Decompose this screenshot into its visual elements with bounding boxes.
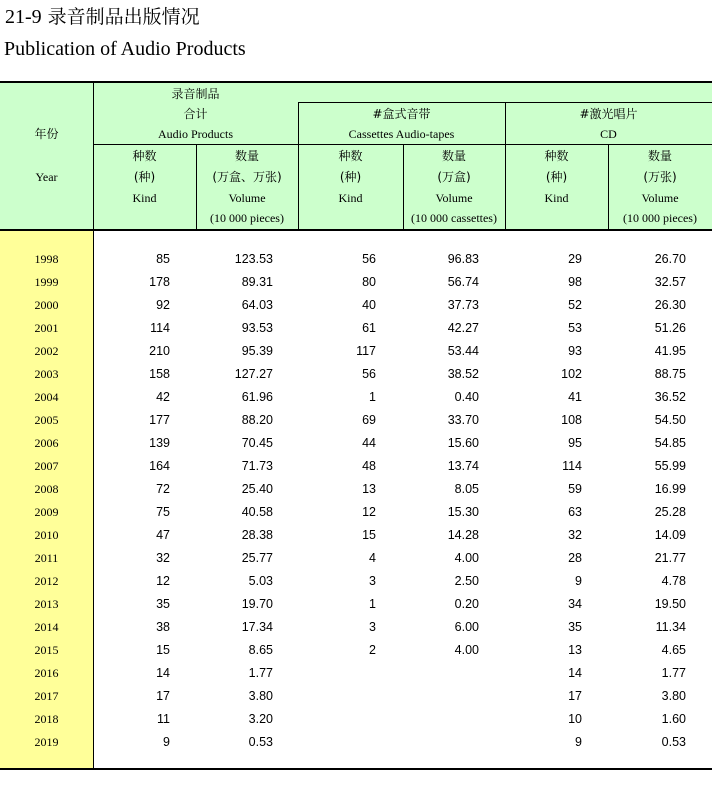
cell-cassette-kind: 80 (362, 275, 376, 289)
cell-cd-volume: 21.77 (654, 551, 686, 565)
cell-cd-volume: 3.80 (661, 689, 686, 703)
cell-cd-volume: 4.78 (661, 574, 686, 588)
cell-kind: 35 (156, 597, 170, 611)
cell-volume: 89.31 (241, 275, 273, 289)
cell-cd-volume: 26.30 (654, 298, 686, 312)
header-kind-en: Kind (338, 191, 363, 205)
cell-cd-kind: 9 (575, 735, 582, 749)
cell-kind: 75 (156, 505, 170, 519)
cell-volume: 17.34 (241, 620, 273, 634)
cell-kind: 210 (149, 344, 170, 358)
cell-kind: 114 (150, 321, 170, 335)
cell-year: 2013 (34, 597, 59, 611)
cell-cd-volume: 14.09 (654, 528, 686, 542)
cell-cassette-kind: 3 (369, 574, 376, 588)
table-row (0, 616, 712, 639)
table-row (0, 317, 712, 340)
cell-cassette-kind: 1 (369, 390, 376, 404)
cell-cd-kind: 29 (568, 252, 582, 266)
cell-kind: 85 (156, 252, 170, 266)
cell-volume: 123.53 (234, 252, 273, 266)
cell-cassette-volume: 2.50 (454, 574, 479, 588)
cell-cassette-kind (298, 731, 376, 754)
cell-cd-kind: 95 (568, 436, 582, 450)
table-row (0, 570, 712, 593)
cell-cassette-volume: 14.28 (447, 528, 479, 542)
cell-kind: 12 (156, 574, 170, 588)
cell-kind: 9 (163, 735, 170, 749)
cell-cassette-volume: 4.00 (454, 643, 479, 657)
cell-cd-kind: 28 (568, 551, 582, 565)
cell-cd-volume: 54.85 (654, 436, 686, 450)
page-title-cn (5, 3, 200, 31)
cell-year: 2015 (34, 643, 59, 657)
cell-kind: 158 (149, 367, 170, 381)
cell-year: 2012 (34, 574, 59, 588)
cell-cassette-volume: 37.73 (447, 298, 479, 312)
cell-volume: 127.27 (234, 367, 273, 381)
table-bottom-rule (0, 768, 712, 770)
cell-cd-kind: 102 (561, 367, 582, 381)
cell-volume: 3.80 (248, 689, 273, 703)
cell-cassette-kind (298, 662, 376, 685)
header-group-cn: 录音制品 (171, 87, 220, 101)
cell-year: 2010 (34, 528, 59, 542)
header-year-en: Year (35, 170, 58, 184)
table-row (0, 248, 712, 271)
cell-kind: 92 (156, 298, 170, 312)
cell-cd-volume: 1.60 (661, 712, 686, 726)
cell-volume: 3.20 (248, 712, 273, 726)
cell-cd-kind: 10 (568, 712, 582, 726)
header-volume-cn: 数量 (647, 149, 672, 163)
cell-cassette-volume: 8.05 (454, 482, 479, 496)
cell-cassette-kind: 48 (362, 459, 376, 473)
header-volume-en: Volume (641, 191, 679, 205)
cell-cassette-kind: 12 (362, 505, 376, 519)
cell-volume: 64.03 (241, 298, 273, 312)
table-row (0, 639, 712, 662)
cell-kind: 177 (149, 413, 170, 427)
header-volume-cn: 数量 (234, 149, 259, 163)
header-cd-en: CD (600, 127, 617, 141)
cell-cassette-kind: 13 (362, 482, 376, 496)
cell-volume: 93.53 (241, 321, 273, 335)
cell-kind: 15 (156, 643, 170, 657)
cell-cassette-volume: 0.40 (454, 390, 479, 404)
table-top-rule (0, 81, 712, 83)
header-volume-unit: (万盒) (437, 170, 471, 184)
cell-year: 2005 (34, 413, 59, 427)
header-year-cn: 年份 (34, 127, 59, 141)
header-volume-cn: 数量 (441, 149, 466, 163)
title-cn-text: 录音制品出版情况 (47, 6, 200, 28)
cell-kind: 38 (156, 620, 170, 634)
table-row (0, 524, 712, 547)
cell-cassette-kind: 1 (369, 597, 376, 611)
cell-year: 2003 (34, 367, 59, 381)
cell-cd-kind: 114 (562, 459, 582, 473)
cell-kind: 17 (156, 689, 170, 703)
cell-cd-volume: 4.65 (661, 643, 686, 657)
table-row (0, 478, 712, 501)
header-total-cn: 合计 (183, 107, 208, 121)
cell-year: 2017 (34, 689, 59, 703)
page-title-en: Publication of Audio Products (4, 38, 246, 60)
cell-volume: 1.77 (248, 666, 273, 680)
cell-cd-kind: 34 (568, 597, 582, 611)
cell-cassette-volume: 38.52 (447, 367, 479, 381)
cell-cd-kind: 59 (568, 482, 582, 496)
cell-year: 2004 (34, 390, 59, 404)
cell-cd-kind: 17 (568, 689, 582, 703)
cell-volume: 0.53 (248, 735, 273, 749)
table-row (0, 294, 712, 317)
cell-cd-kind: 53 (568, 321, 582, 335)
table-body (0, 248, 712, 754)
table-row (0, 271, 712, 294)
cell-year: 2007 (34, 459, 59, 473)
cell-cd-volume: 32.57 (654, 275, 686, 289)
cell-volume: 28.38 (241, 528, 273, 542)
table-row (0, 731, 712, 754)
cell-cassette-volume: 42.27 (447, 321, 479, 335)
cell-cd-volume: 19.50 (654, 597, 686, 611)
cell-cassette-volume: 6.00 (454, 620, 479, 634)
cell-cd-volume: 36.52 (654, 390, 686, 404)
cell-cassette-volume (403, 708, 479, 731)
cell-cassette-kind: 44 (362, 436, 376, 450)
cell-year: 2006 (34, 436, 59, 450)
cell-year: 2011 (34, 551, 59, 565)
cell-year: 2001 (34, 321, 59, 335)
cell-cassette-kind: 56 (362, 367, 376, 381)
cell-year: 2000 (34, 298, 59, 312)
cell-cassette-volume (403, 662, 479, 685)
cell-cd-volume: 0.53 (661, 735, 686, 749)
table-row (0, 432, 712, 455)
cell-cd-kind: 41 (568, 390, 582, 404)
header-cassette-cn: #盒式音带 (372, 107, 431, 121)
header-kind-unit: (种) (133, 170, 156, 184)
cell-cassette-volume: 13.74 (447, 459, 479, 473)
cell-year: 2008 (34, 482, 59, 496)
cell-cassette-volume: 15.30 (447, 505, 479, 519)
cell-cassette-kind: 56 (362, 252, 376, 266)
cell-cd-volume: 41.95 (654, 344, 686, 358)
cell-volume: 25.40 (241, 482, 273, 496)
table-row (0, 363, 712, 386)
cell-cd-kind: 13 (568, 643, 582, 657)
cell-kind: 139 (149, 436, 170, 450)
cell-kind: 47 (156, 528, 170, 542)
cell-year: 2019 (34, 735, 59, 749)
cell-kind: 32 (156, 551, 170, 565)
cell-kind: 14 (156, 666, 170, 680)
header-cassette-en: Cassettes Audio-tapes (348, 127, 455, 141)
cell-cassette-volume: 96.83 (447, 252, 479, 266)
header-kind-cn: 种数 (132, 149, 157, 163)
header-kind-unit: (种) (545, 170, 568, 184)
header-volume-unit: (万张) (643, 170, 677, 184)
cell-cd-volume: 16.99 (654, 482, 686, 496)
cell-year: 2018 (34, 712, 59, 726)
table-row (0, 708, 712, 731)
cell-volume: 8.65 (248, 643, 273, 657)
cell-cd-kind: 98 (568, 275, 582, 289)
header-volume-en: Volume (435, 191, 473, 205)
cell-cd-volume: 54.50 (654, 413, 686, 427)
cell-year: 2014 (34, 620, 59, 634)
cell-kind: 11 (157, 712, 170, 726)
cell-volume: 71.73 (241, 459, 273, 473)
cell-volume: 19.70 (241, 597, 273, 611)
table-number: 21-9 (5, 6, 42, 28)
table-row (0, 685, 712, 708)
cell-cassette-kind (298, 685, 376, 708)
table-row (0, 340, 712, 363)
cell-cd-volume: 1.77 (661, 666, 686, 680)
cell-cd-volume: 25.28 (654, 505, 686, 519)
cell-kind: 42 (156, 390, 170, 404)
cell-year: 2002 (34, 344, 59, 358)
header-volume-unit-en: (10 000 pieces) (210, 211, 284, 225)
cell-cd-kind: 14 (568, 666, 582, 680)
header-total-en: Audio Products (158, 127, 233, 141)
cell-cd-kind: 52 (568, 298, 582, 312)
cell-cassette-kind: 61 (362, 321, 376, 335)
header-kind-en: Kind (544, 191, 569, 205)
cell-year: 2009 (34, 505, 59, 519)
cell-cd-kind: 108 (561, 413, 582, 427)
header-bottom-rule (0, 229, 712, 231)
cell-cassette-volume: 15.60 (447, 436, 479, 450)
cell-cassette-volume: 53.44 (447, 344, 479, 358)
cell-cd-kind: 9 (575, 574, 582, 588)
cell-cd-kind: 32 (568, 528, 582, 542)
header-volume-unit-en: (10 000 cassettes) (411, 211, 497, 225)
cell-cassette-kind: 3 (369, 620, 376, 634)
cell-cassette-kind: 4 (369, 551, 376, 565)
cell-cassette-kind (298, 708, 376, 731)
cell-cassette-kind: 15 (362, 528, 376, 542)
cell-cd-volume: 26.70 (654, 252, 686, 266)
table-row (0, 593, 712, 616)
cell-volume: 25.77 (241, 551, 273, 565)
cell-cd-volume: 88.75 (654, 367, 686, 381)
cell-cassette-volume: 56.74 (447, 275, 479, 289)
cell-cassette-kind: 40 (362, 298, 376, 312)
cell-year: 2016 (34, 666, 59, 680)
cell-cd-kind: 93 (568, 344, 582, 358)
cell-volume: 40.58 (241, 505, 273, 519)
header-volume-unit-en: (10 000 pieces) (623, 211, 697, 225)
table-row (0, 501, 712, 524)
cell-cd-volume: 11.34 (655, 620, 686, 634)
cell-cassette-kind: 2 (369, 643, 376, 657)
cell-volume: 61.96 (241, 390, 273, 404)
cell-cassette-volume: 4.00 (454, 551, 479, 565)
cell-volume: 70.45 (241, 436, 273, 450)
cell-year: 1998 (34, 252, 59, 266)
header-kind-en: Kind (132, 191, 157, 205)
cell-kind: 178 (149, 275, 170, 289)
table-row (0, 455, 712, 478)
cell-volume: 5.03 (248, 574, 273, 588)
cell-cassette-kind: 117 (356, 344, 376, 358)
header-cd-cn: #激光唱片 (579, 107, 638, 121)
header-volume-unit: (万盒、万张) (212, 170, 282, 184)
cell-cd-volume: 51.26 (654, 321, 686, 335)
cell-kind: 72 (156, 482, 170, 496)
cell-cassette-kind: 69 (362, 413, 376, 427)
cell-year: 1999 (34, 275, 59, 289)
header-kind-cn: 种数 (544, 149, 569, 163)
table-row (0, 386, 712, 409)
cell-cassette-volume: 0.20 (454, 597, 479, 611)
cell-cd-volume: 55.99 (654, 459, 686, 473)
header-kind-unit: (种) (339, 170, 362, 184)
cell-cassette-volume (403, 731, 479, 754)
table-row (0, 547, 712, 570)
cell-cassette-volume: 33.70 (447, 413, 479, 427)
header-volume-en: Volume (228, 191, 266, 205)
cell-cd-kind: 63 (568, 505, 582, 519)
cell-kind: 164 (149, 459, 170, 473)
table-row (0, 409, 712, 432)
cell-cassette-volume (403, 685, 479, 708)
cell-volume: 88.20 (241, 413, 273, 427)
cell-cd-kind: 35 (568, 620, 582, 634)
table-row (0, 662, 712, 685)
header-kind-cn: 种数 (338, 149, 363, 163)
cell-volume: 95.39 (241, 344, 273, 358)
